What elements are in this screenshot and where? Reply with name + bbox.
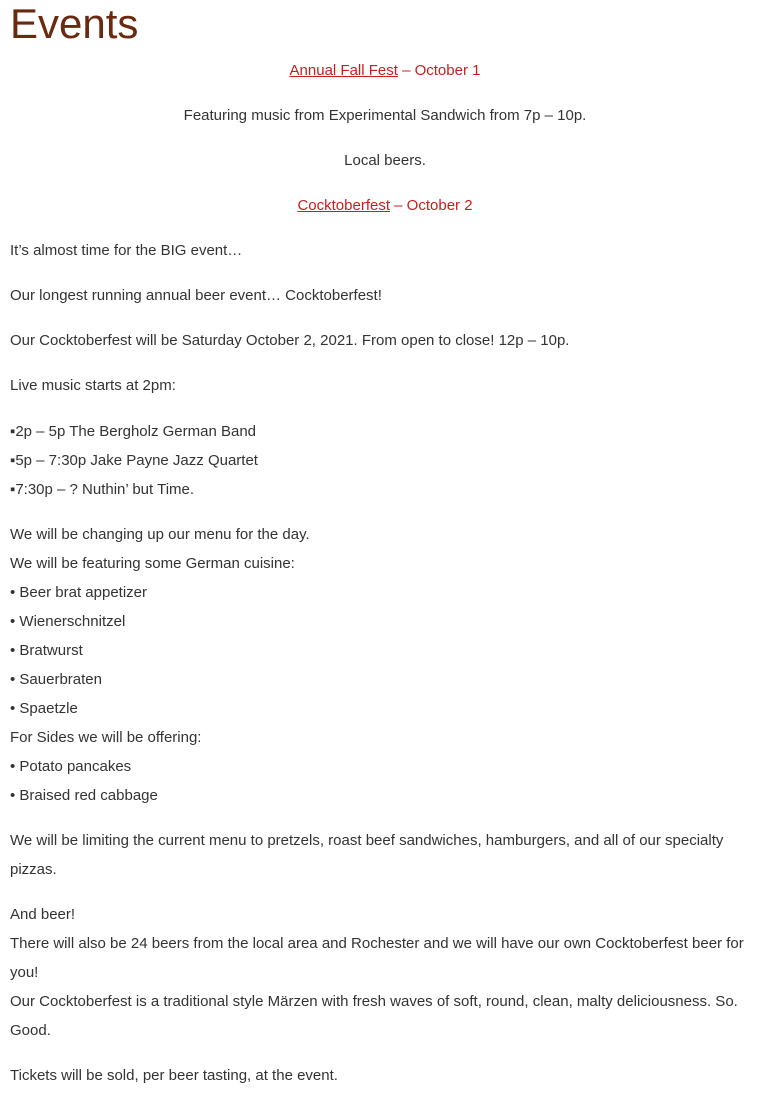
- intro-text: It’s almost time for the BIG event…: [10, 242, 243, 259]
- beers-text: There will also be 24 beers from the local area and Rochester and we will have our own Cocktoberfest beer for you!: [10, 935, 744, 981]
- music-lineup-item: ▪2p – 5p The Bergholz German Band: [10, 423, 257, 440]
- menu-item: • Sauerbraten: [10, 671, 102, 688]
- menu-item: • Wienerschnitzel: [10, 613, 126, 630]
- menu-item: • Spaetzle: [10, 700, 78, 717]
- date-line-text: Our Cocktoberfest will be Saturday October 2, 2021. From open to close! 12p – 10p.: [10, 332, 570, 349]
- fall-fest-date: – October 1: [397, 62, 481, 79]
- sides-item: • Braised red cabbage: [10, 787, 158, 804]
- cocktoberfest-link[interactable]: Cocktoberfest: [297, 197, 390, 214]
- cocktoberfest-date: – October 2: [390, 197, 473, 214]
- music-heading: Live music starts at 2pm:: [10, 377, 176, 394]
- limited-menu-text: We will be limiting the current menu to pretzels, roast beef sandwiches, hamburgers, and all of our specialty pizzas.: [10, 832, 724, 878]
- event-heading-fall-fest: [0, 56, 770, 85]
- menu-item: • Beer brat appetizer: [10, 584, 147, 601]
- page-title: Events: [10, 0, 139, 47]
- menu-heading: We will be featuring some German cuisine:: [10, 555, 295, 572]
- sides-heading: For Sides we will be offering:: [10, 729, 202, 746]
- fall-fest-link[interactable]: Annual Fall Fest: [289, 62, 398, 79]
- event-heading-cocktoberfest: [0, 191, 770, 220]
- tickets-text: Tickets will be sold, per beer tasting, at the event.: [10, 1067, 338, 1084]
- music-lineup-item: ▪7:30p – ? Nuthin’ but Time.: [10, 481, 195, 498]
- music-lineup-item: ▪5p – 7:30p Jake Payne Jazz Quartet: [10, 452, 258, 469]
- marzen-text: Our Cocktoberfest is a traditional style Märzen with fresh waves of soft, round, clean, malty deliciousness. So. Good.: [10, 993, 738, 1039]
- longest-running-text: Our longest running annual beer event… Cocktoberfest!: [10, 287, 382, 304]
- sides-item: • Potato pancakes: [10, 758, 132, 775]
- menu-change-text: We will be changing up our menu for the day.: [10, 526, 310, 543]
- menu-item: • Bratwurst: [10, 642, 83, 659]
- fall-fest-beers: Local beers.: [344, 152, 426, 169]
- fall-fest-music: Featuring music from Experimental Sandwich from 7p – 10p.: [183, 107, 587, 124]
- and-beer-text: And beer!: [10, 906, 76, 923]
